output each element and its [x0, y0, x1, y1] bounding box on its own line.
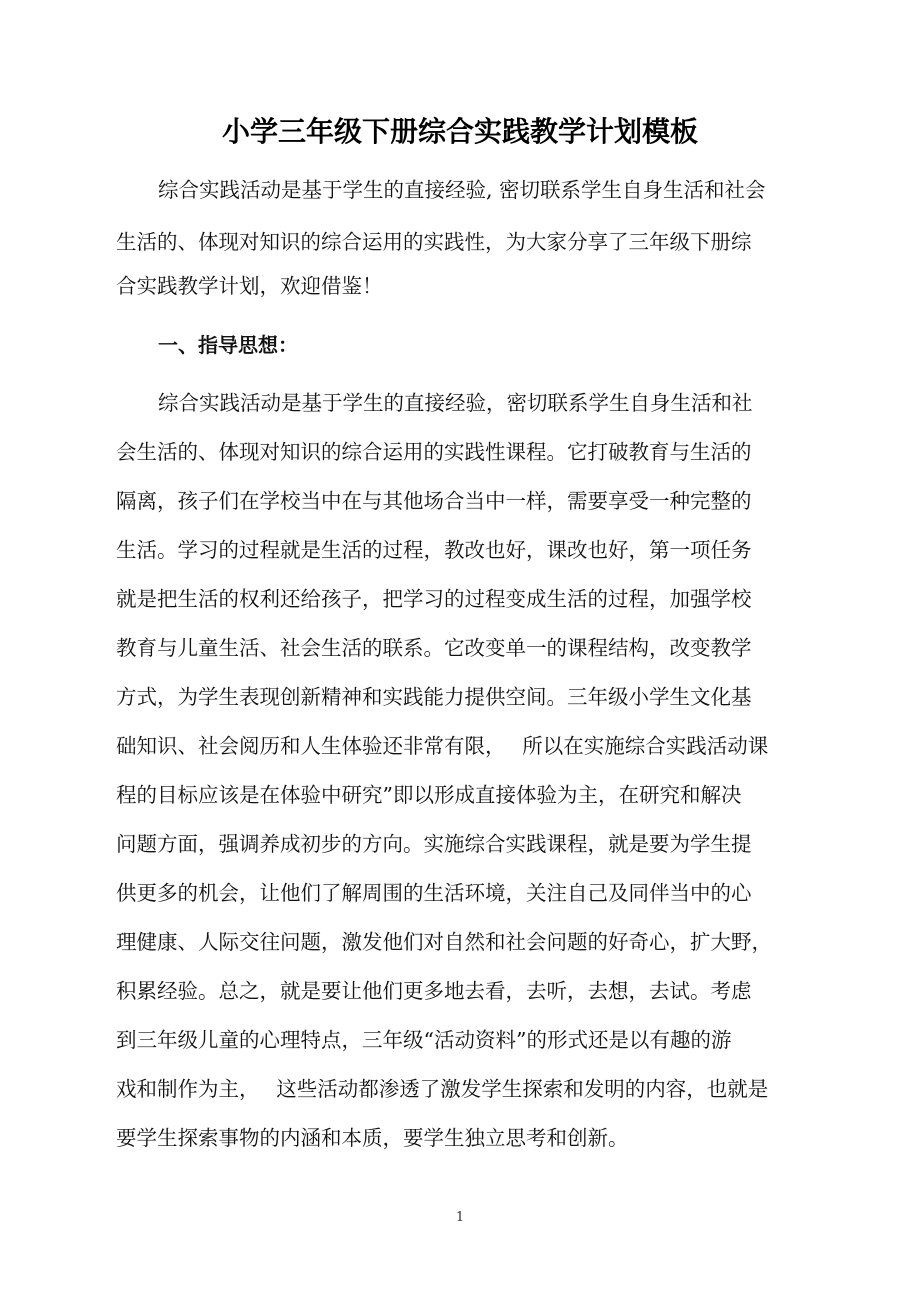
body-line: 问题方面，强调养成初步的方向。实施综合实践课程，就是要为学生提: [116, 832, 752, 856]
body-line: 就是把生活的权利还给孩子，把学习的过程变成生活的过程，加强学校: [116, 587, 752, 611]
body-line: 综合实践活动是基于学生的直接经验，密切联系学生自身生活和社: [158, 391, 753, 415]
body-line: 会生活的、体现对知识的综合运用的实践性课程。它打破教育与生活的: [116, 440, 752, 464]
document-title: 小学三年级下册综合实践教学计划模板: [221, 115, 698, 148]
body-line: 到三年级儿童的心理特点，三年级“活动资料”的形式还是以有趣的游: [116, 1028, 732, 1052]
body-line: 程的目标应该是在体验中研究”即以形成直接体验为主，在研究和解决: [116, 783, 742, 807]
intro-line: 综合实践活动是基于学生的直接经验, 密切联系学生自身生活和社会: [158, 178, 766, 202]
body-line: 础知识、社会阅历和人生体验还非常有限， 所以在实施综合实践活动课: [116, 734, 769, 758]
body-line: 教育与儿童生活、社会生活的联系。它改变单一的课程结构，改变教学: [116, 636, 752, 660]
intro-line: 合实践教学计划，欢迎借鉴！: [116, 274, 383, 298]
body-line: 生活。学习的过程就是生活的过程，教改也好，课改也好，第一项任务: [116, 538, 752, 562]
body-line: 要学生探索事物的内涵和本质，要学生独立思考和创新。: [116, 1126, 629, 1150]
body-line: 供更多的机会，让他们了解周围的生活环境，关注自己及同伴当中的心: [116, 881, 752, 905]
body-line: 戏和制作为主， 这些活动都渗透了激发学生探索和发明的内容，也就是: [116, 1077, 769, 1101]
body-line: 理健康、人际交往问题，激发他们对自然和社会问题的好奇心，扩大野，: [116, 930, 772, 954]
body-line: 隔离，孩子们在学校当中在与其他场合当中一样，需要享受一种完整的: [116, 489, 752, 513]
page-number: 1: [455, 1210, 465, 1225]
body-line: 积累经验。总之，就是要让他们更多地去看，去听，去想，去试。考虑: [116, 979, 752, 1003]
body-line: 方式，为学生表现创新精神和实践能力提供空间。三年级小学生文化基: [116, 685, 752, 709]
intro-line: 生活的、体现对知识的综合运用的实践性，为大家分享了三年级下册综: [116, 230, 752, 254]
section-heading: 一、指导思想：: [158, 333, 298, 357]
